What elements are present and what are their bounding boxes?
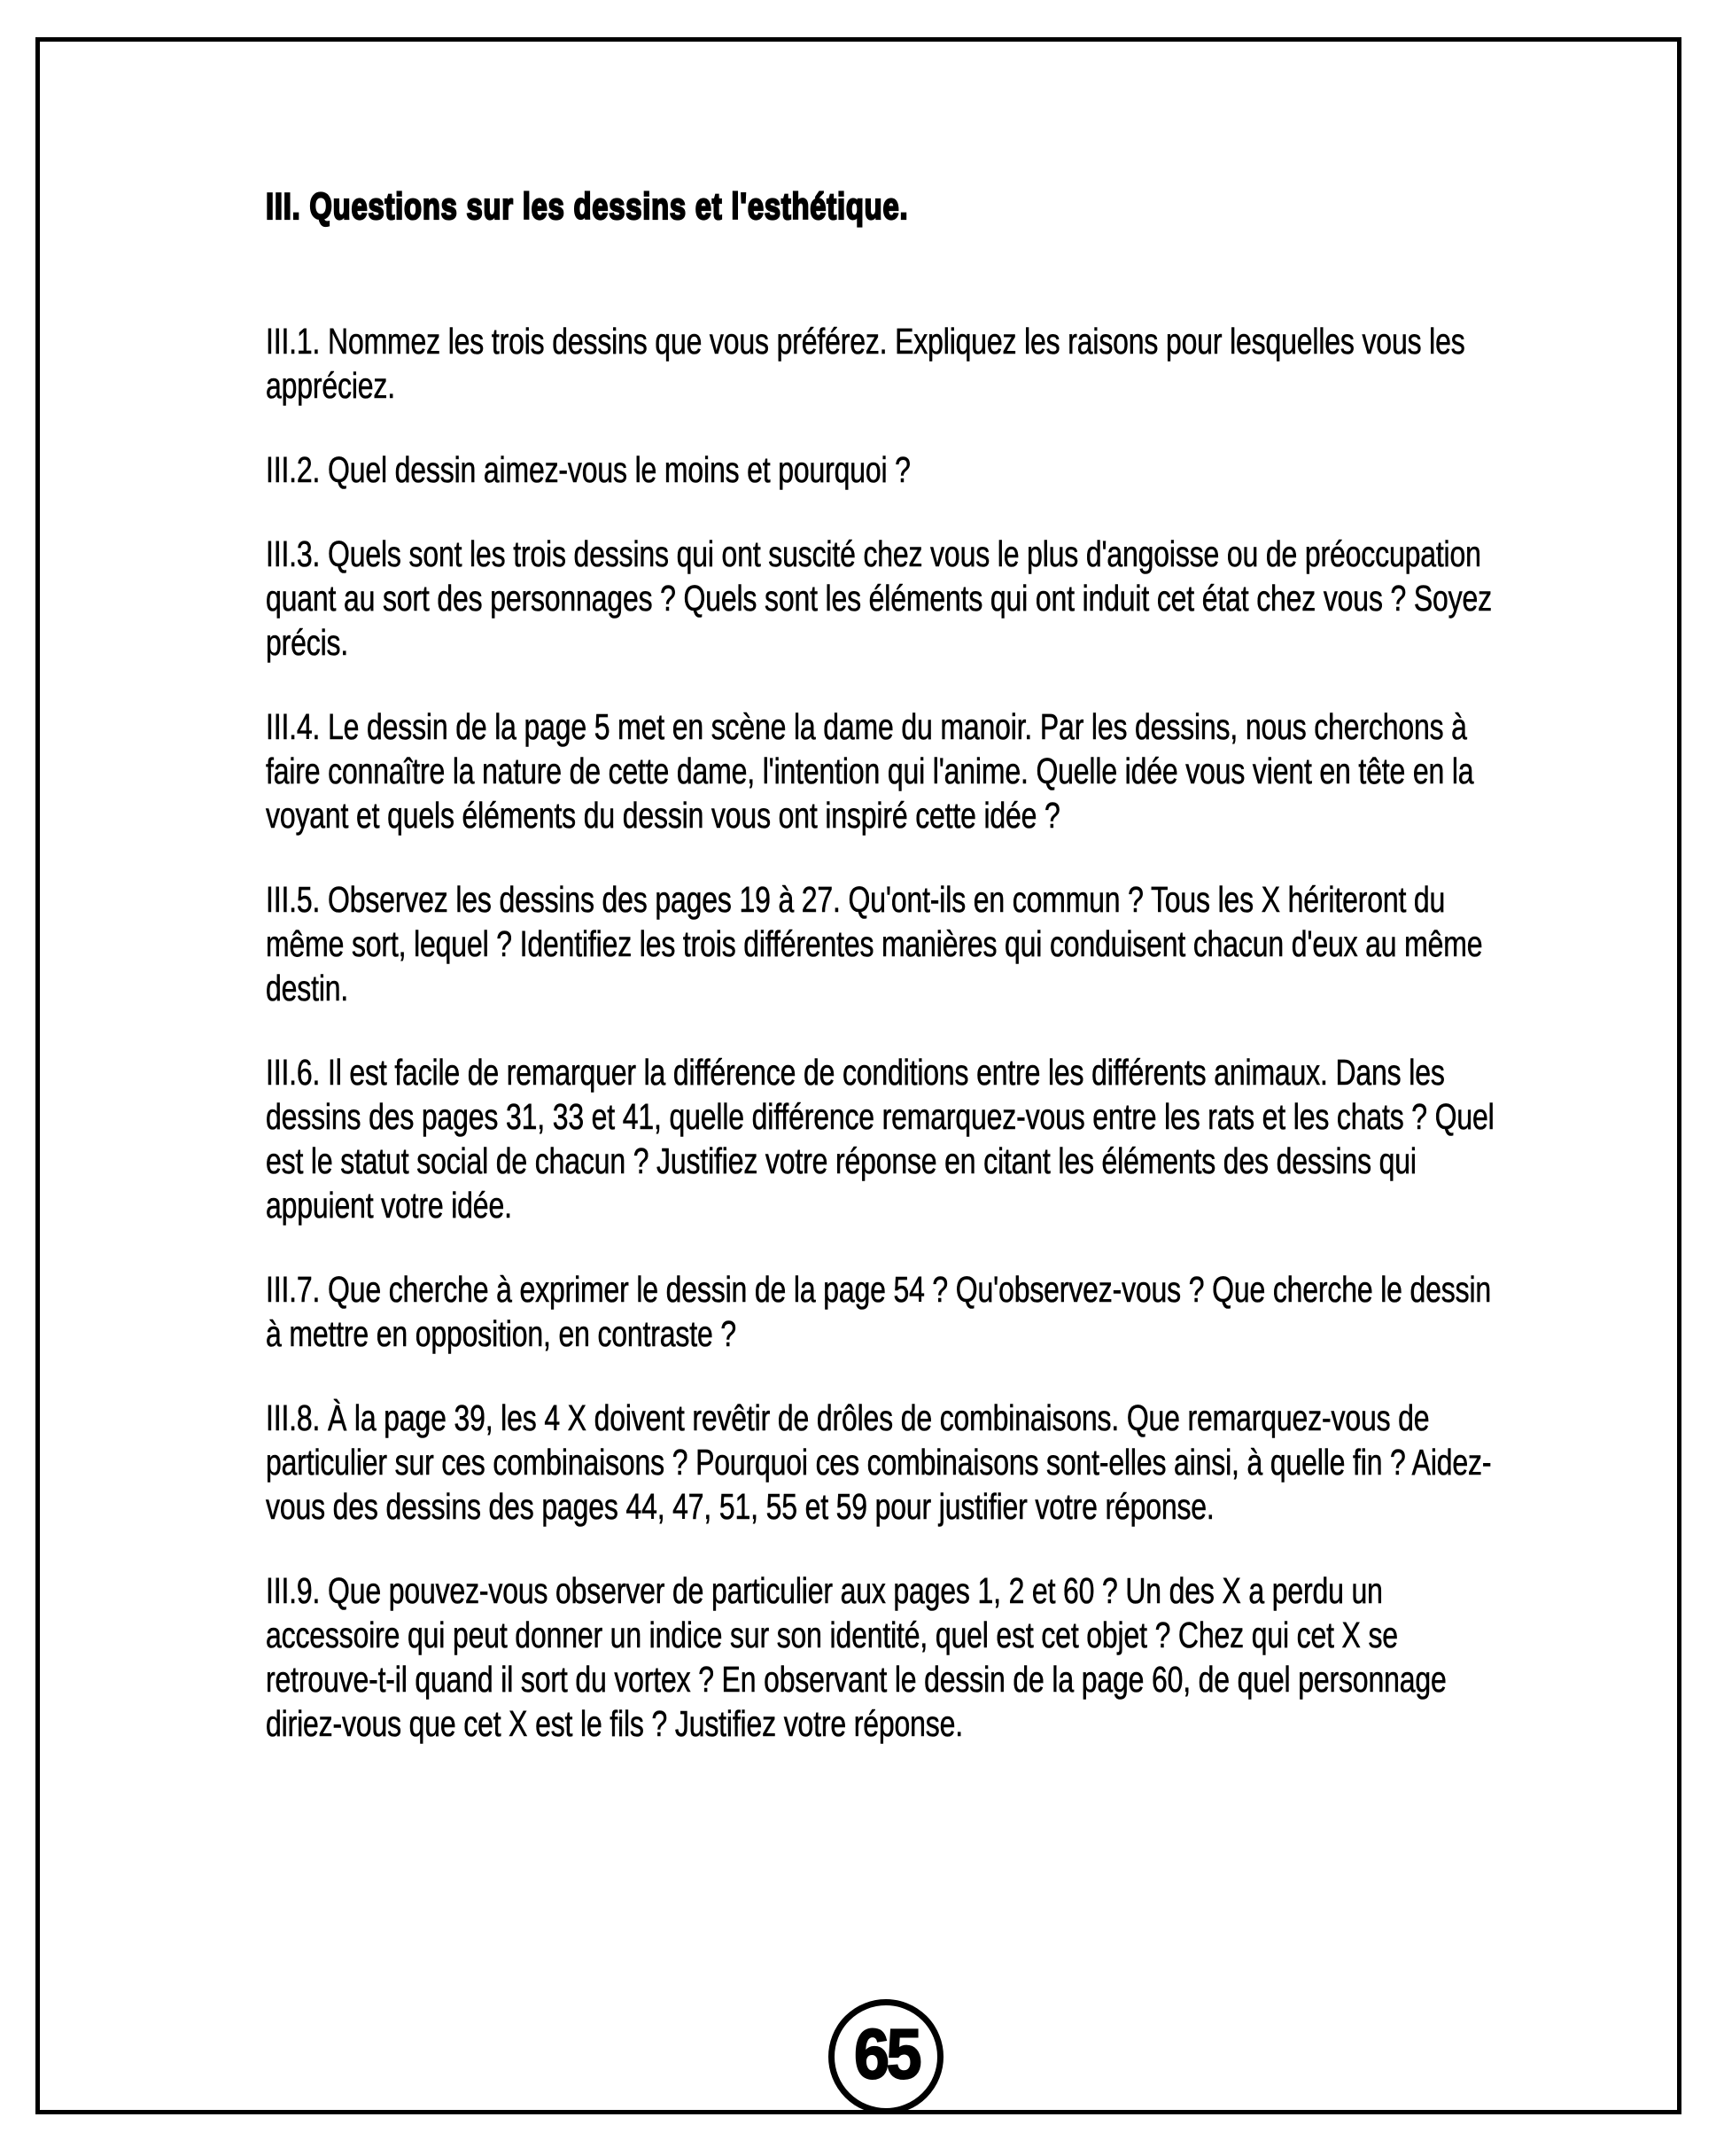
question-iii-7: III.7. Que cherche à exprimer le dessin de la page 54 ? Qu'observez-vous ? Que cherche le dessin à mettre en opposition, en contraste ? <box>266 1269 1492 1354</box>
section-title: III. Questions sur les dessins et l'esthétique. <box>266 185 909 227</box>
question-iii-9: III.9. Que pouvez-vous observer de particulier aux pages 1, 2 et 60 ? Un des X a perdu un accessoire qui peut donner un indice sur son identité, quel est cet objet ? Chez qui cet X se retrouve-t-il quand il sort du vortex ? En observant le dessin de la page 60, de quel personnage diriez-vous que cet X est le fils ? Justifiez votre réponse. <box>266 1570 1447 1744</box>
question-iii-2: III.2. Quel dessin aimez-vous le moins et pourquoi ? <box>266 449 911 490</box>
page-number: 65 <box>853 2014 919 2093</box>
page-number-badge <box>828 1999 944 2114</box>
question-iii-4: III.4. Le dessin de la page 5 met en scène la dame du manoir. Par les dessins, nous cherchons à faire connaître la nature de cette dame, l'intention qui l'anime. Quelle idée vous vient en tête en la voyant et quels éléments du dessin vous ont inspiré cette idée ? <box>266 706 1474 836</box>
question-iii-6: III.6. Il est facile de remarquer la différence de conditions entre les différents animaux. Dans les dessins des pages 31, 33 et 41, quelle différence remarquez-vous entre les rats et les chats ? Quel est le statut social de chacun ? Justifiez votre réponse en citant les éléments des dessins qui appuient votre idée. <box>266 1052 1495 1226</box>
question-iii-3: III.3. Quels sont les trois dessins qui ont suscité chez vous le plus d'angoisse ou de préoccupation quant au sort des personnages ? Quels sont les éléments qui ont induit cet état chez vous ? Soyez précis. <box>266 533 1492 663</box>
question-iii-8: III.8. À la page 39, les 4 X doivent revêtir de drôles de combinaisons. Que remarquez-vous de particulier sur ces combinaisons ? Pourquoi ces combinaisons sont-elles ainsi, à quelle fin ? Aidez-vous des dessins des pages 44, 47, 51, 55 et 59 pour justifier votre réponse. <box>266 1397 1492 1527</box>
question-iii-5: III.5. Observez les dessins des pages 19 à 27. Qu'ont-ils en commun ? Tous les X hériteront du même sort, lequel ? Identifiez les trois différentes manières qui conduisent chacun d'eux au même destin. <box>266 879 1483 1008</box>
question-section <box>266 182 1510 1786</box>
question-iii-1: III.1. Nommez les trois dessins que vous préférez. Expliquez les raisons pour lesquelles vous les appréciez. <box>266 321 1465 406</box>
